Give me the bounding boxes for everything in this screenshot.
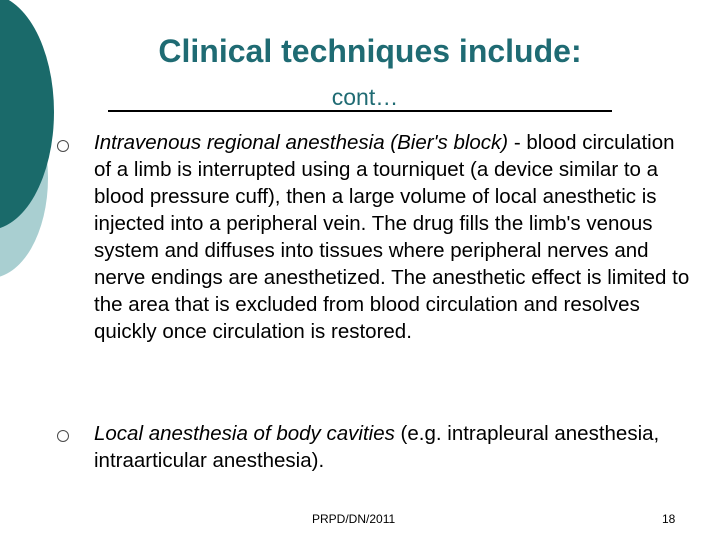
bullet-term: Intravenous regional anesthesia (Bier's block) <box>94 131 509 154</box>
bullet-item-body-cavities <box>94 420 694 474</box>
page-number: 18 <box>662 512 676 526</box>
bullet-text: - blood circulation of a limb is interrupted using a tourniquet (a device similar to a blood pressure cuff), then a large volume of local anesthetic is injected into a peripheral vein. The drug fills the limb's venous system and diffuses into tissues where peripheral nerves and nerve endings are anesthetized. The anesthetic effect is limited to the area that is excluded from blood circulation and resolves quickly once circulation is restored. <box>94 131 690 343</box>
bullet-item-bier-block <box>94 129 694 345</box>
title-divider <box>108 110 612 112</box>
slide-title: Clinical techniques include: <box>158 33 582 69</box>
bullet-text: (e.g. intrapleural anesthesia, intraarticular anesthesia). <box>94 422 660 472</box>
slide-subtitle: cont… <box>331 84 399 110</box>
footer-source: PRPD/DN/2011 <box>312 512 396 526</box>
bullet-ring-icon <box>57 140 69 152</box>
bullet-ring-icon <box>57 430 69 442</box>
bullet-term: Local anesthesia of body cavities <box>94 422 395 445</box>
